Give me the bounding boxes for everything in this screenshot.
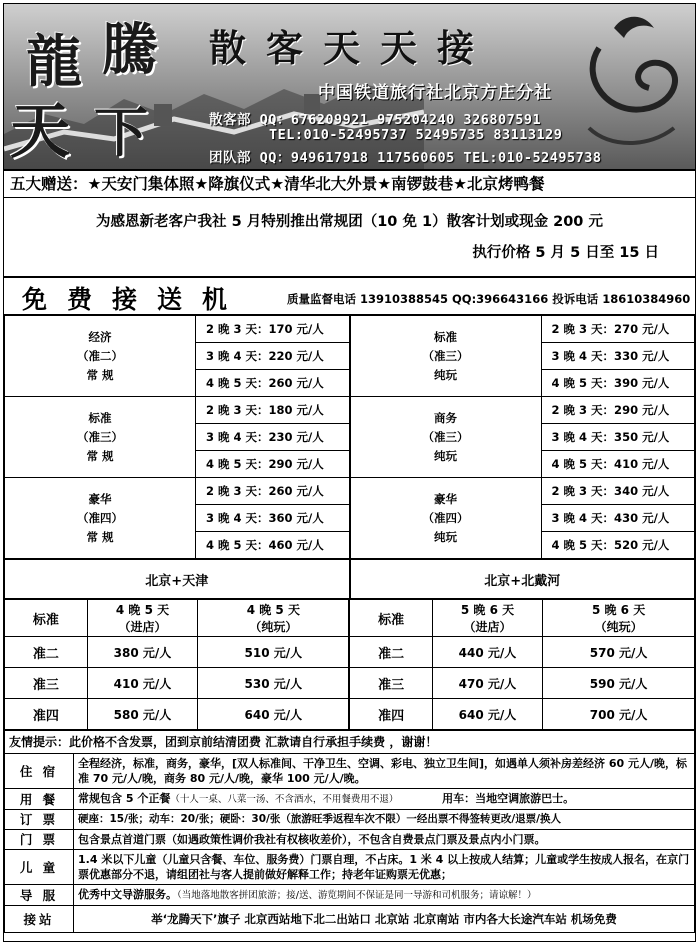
grade-label-line: （准四） bbox=[422, 510, 469, 525]
station-text: 举‘龙腾天下’旗子 北京西站地下北二出站口 北京站 北京南站 市内各大长途汽车站 机场免费 bbox=[74, 906, 695, 933]
guide-row bbox=[74, 885, 695, 906]
region-row-label: 准二 bbox=[5, 637, 88, 668]
region-price: 590 元/人 bbox=[543, 668, 695, 699]
contact-line-1: 散客部 QQ：676209921 975204240 326807591 bbox=[209, 112, 542, 128]
region-col-header-line: （进店） bbox=[118, 620, 167, 634]
grade-label-line: 商务 bbox=[434, 410, 458, 425]
region-price: 700 元/人 bbox=[543, 699, 695, 730]
meal-text: 常规包含 5 个正餐 bbox=[78, 792, 171, 805]
region-price: 380 元/人 bbox=[87, 637, 197, 668]
grade-label-line: （准四） bbox=[77, 510, 123, 525]
grade-price: 4 晚 5 天：460 元/人 bbox=[196, 532, 350, 559]
grade-price: 2 晚 3 天：260 元/人 bbox=[196, 478, 350, 505]
grade-label-right bbox=[350, 397, 542, 478]
slogan: 散客天天接 bbox=[209, 26, 494, 70]
logo-char-2: 騰 bbox=[102, 17, 158, 83]
grade-label-line: （准三） bbox=[422, 348, 469, 363]
region-price: 440 元/人 bbox=[432, 637, 542, 668]
grade-price: 4 晚 5 天：390 元/人 bbox=[541, 370, 694, 397]
region-col-header-line: （纯玩） bbox=[594, 620, 643, 634]
grade-price: 2 晚 3 天：290 元/人 bbox=[541, 397, 694, 424]
ticket-label: 订 票 bbox=[5, 810, 74, 830]
grade-label-line: 常 规 bbox=[86, 448, 114, 463]
grade-label-line: 纯玩 bbox=[434, 448, 458, 463]
grade-price: 3 晚 4 天：220 元/人 bbox=[196, 343, 350, 370]
grade-label-right bbox=[350, 316, 542, 397]
flyer-page bbox=[3, 3, 696, 942]
region-std-label: 标准 bbox=[5, 600, 88, 637]
region-col-header bbox=[87, 600, 197, 637]
pickup-row bbox=[4, 278, 695, 315]
gate-label: 门 票 bbox=[5, 830, 74, 850]
grade-label-left bbox=[5, 478, 196, 559]
grade-price: 4 晚 5 天：260 元/人 bbox=[196, 370, 350, 397]
notes-table bbox=[4, 730, 695, 933]
region-row-label: 准四 bbox=[5, 699, 88, 730]
grade-price: 2 晚 3 天：270 元/人 bbox=[541, 316, 694, 343]
grade-price: 3 晚 4 天：350 元/人 bbox=[541, 424, 694, 451]
region-row-label: 准四 bbox=[349, 699, 432, 730]
region-col-header bbox=[543, 600, 695, 637]
agency-name: 中国铁道旅行社北京方庄分社 bbox=[318, 83, 552, 103]
grade-price: 3 晚 4 天：360 元/人 bbox=[196, 505, 350, 532]
grade-label-line: 常 规 bbox=[86, 529, 114, 544]
region-col-header bbox=[198, 600, 350, 637]
region-price: 640 元/人 bbox=[198, 699, 350, 730]
hotlines: 质量监督电话 13910388545 QQ:396643166 投诉电话 18610384960 bbox=[287, 292, 691, 306]
meal-note: （十人一桌、八菜一汤、不含酒水，不用餐费用不退） bbox=[170, 794, 399, 805]
stay-label: 住 宿 bbox=[5, 754, 74, 789]
region-title-left: 北京+天津 bbox=[5, 560, 350, 599]
grade-label-line: 豪华 bbox=[434, 491, 458, 506]
stay-text: 全程经济，标准，商务，豪华，[双人标准间、干净卫生、空调、彩电、独立卫生间]，如遇单人须补房差经济 60 元人/晚，标准 70 元/人/晚，商务 80 元/人/晚，豪华 100 元/人/晚。 bbox=[74, 754, 695, 789]
grade-label-line: （准三） bbox=[422, 429, 469, 444]
region-col-header bbox=[432, 600, 542, 637]
region-col-header-line: （进店） bbox=[463, 620, 512, 634]
region-table bbox=[4, 559, 695, 599]
region-title-right: 北京+北戴河 bbox=[350, 560, 695, 599]
ticket-text: 硬座：15/张；动车：20/张；硬卧：30/张（旅游旺季返程车次不限）一经出票不得签转更改/退票/换人 bbox=[74, 810, 695, 830]
grade-price: 2 晚 3 天：180 元/人 bbox=[196, 397, 350, 424]
region-price: 640 元/人 bbox=[432, 699, 542, 730]
station-label: 接站 bbox=[5, 906, 74, 933]
header-banner bbox=[4, 4, 695, 171]
region-price: 470 元/人 bbox=[432, 668, 542, 699]
dragon-swirl-icon bbox=[569, 8, 689, 158]
child-text: 1.4 米以下儿童（儿童只含餐、车位、服务费）门票自理，不占床。1 米 4 以上按成人结算；儿童或学生按成人报名，在京门票优惠部分不退，请组团社与客人提前做好解释工作；持老年证购票无优惠； bbox=[74, 850, 695, 885]
grade-label-right bbox=[350, 478, 542, 559]
grade-price: 3 晚 4 天：430 元/人 bbox=[541, 505, 694, 532]
price-period: 执行价格 5 月 5 日至 15 日 bbox=[4, 238, 695, 278]
grade-price: 4 晚 5 天：520 元/人 bbox=[541, 532, 694, 559]
region-std-label: 标准 bbox=[349, 600, 432, 637]
region-row-label: 准三 bbox=[5, 668, 88, 699]
grade-price: 3 晚 4 天：230 元/人 bbox=[196, 424, 350, 451]
region-price: 570 元/人 bbox=[543, 637, 695, 668]
child-label: 儿 童 bbox=[5, 850, 74, 885]
grade-price: 4 晚 5 天：410 元/人 bbox=[541, 451, 694, 478]
grade-label-left bbox=[5, 316, 196, 397]
pickup-title: 免费接送机 bbox=[22, 285, 248, 314]
region-price: 410 元/人 bbox=[87, 668, 197, 699]
region-price: 530 元/人 bbox=[198, 668, 350, 699]
grade-price: 3 晚 4 天：330 元/人 bbox=[541, 343, 694, 370]
contact-line-3: 团队部 QQ：949617918 117560605 TEL:010-52495738 bbox=[209, 150, 602, 166]
promo-line: 为感恩新老客户我社 5 月特别推出常规团（10 免 1）散客计划或现金 200 元 bbox=[96, 214, 603, 230]
grade-label-line: 纯玩 bbox=[434, 367, 458, 382]
guide-text: 优秀中文导游服务。 bbox=[78, 888, 177, 901]
gate-text: 包含景点首道门票（如遇政策性调价我社有权核收差价），不包含自费景点门票及景点内小门票。 bbox=[74, 830, 695, 850]
grade-label-line: 标准 bbox=[434, 329, 458, 344]
grade-label-line: 豪华 bbox=[88, 491, 112, 506]
gifts-line: 五大赠送：★天安门集体照★降旗仪式★清华北大外景★南锣鼓巷★北京烤鸭餐 bbox=[4, 171, 695, 198]
region-price: 580 元/人 bbox=[87, 699, 197, 730]
region-price-table bbox=[4, 599, 695, 730]
grade-label-line: （准三） bbox=[77, 429, 123, 444]
logo-char-4: 下 bbox=[94, 100, 148, 164]
region-col-header-line: 4 晚 5 天 bbox=[246, 603, 300, 617]
tip-line: 友情提示：此价格不含发票，团到京前结清团费 汇款请自行承担手续费 ，谢谢！ bbox=[5, 731, 695, 754]
grade-price: 2 晚 3 天：170 元/人 bbox=[196, 316, 350, 343]
region-row-label: 准二 bbox=[349, 637, 432, 668]
region-col-header-line: 5 晚 6 天 bbox=[591, 603, 646, 617]
grade-label-left bbox=[5, 397, 196, 478]
meal-label: 用 餐 bbox=[5, 789, 74, 810]
grade-label-line: 常 规 bbox=[86, 367, 114, 382]
grade-label-line: 纯玩 bbox=[434, 529, 458, 544]
logo-char-3: 天 bbox=[10, 97, 70, 167]
region-col-header-line: （纯玩） bbox=[249, 620, 298, 634]
vehicle-text: 用车：当地空调旅游巴士。 bbox=[442, 792, 575, 805]
region-col-header-line: 5 晚 6 天 bbox=[460, 603, 515, 617]
contact-line-2: TEL:010-52495737 52495735 83113129 bbox=[269, 127, 563, 143]
grade-label-line: 经济 bbox=[88, 329, 112, 344]
logo-char-1: 龍 bbox=[26, 29, 82, 95]
grade-price-table bbox=[4, 315, 695, 559]
grade-price: 4 晚 5 天：290 元/人 bbox=[196, 451, 350, 478]
grade-label-line: 标准 bbox=[88, 410, 112, 425]
grade-price: 2 晚 3 天：340 元/人 bbox=[541, 478, 694, 505]
region-col-header-line: 4 晚 5 天 bbox=[115, 603, 170, 617]
grade-label-line: （准二） bbox=[77, 348, 123, 363]
meal-row bbox=[74, 789, 695, 810]
guide-note: （当地落地散客拼团旅游；接/送、游览期间不保证是同一导游和司机服务；请谅解！） bbox=[177, 890, 537, 901]
guide-label: 导 服 bbox=[5, 885, 74, 906]
region-row-label: 准三 bbox=[349, 668, 432, 699]
region-price: 510 元/人 bbox=[198, 637, 350, 668]
